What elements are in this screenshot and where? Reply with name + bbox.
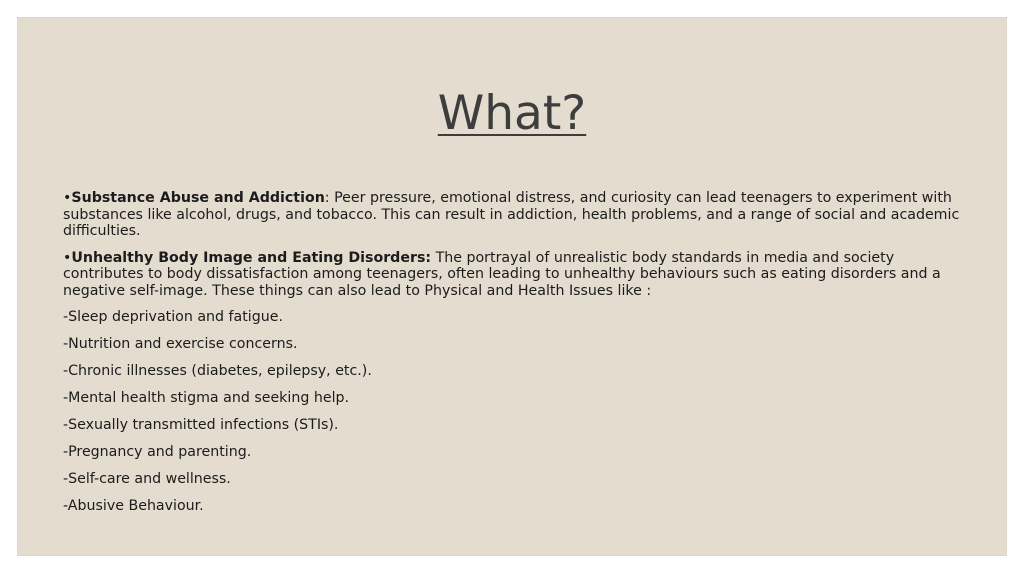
slide-content bbox=[63, 190, 963, 525]
list-item: -Nutrition and exercise concerns. bbox=[63, 336, 298, 352]
list-item: -Chronic illnesses (diabetes, epilepsy, etc.). bbox=[63, 363, 372, 379]
paragraph-heading: Unhealthy Body Image and Eating Disorders: bbox=[71, 249, 432, 266]
bullet: • bbox=[63, 190, 72, 206]
list-item: -Sleep deprivation and fatigue. bbox=[63, 309, 283, 325]
bullet: • bbox=[63, 249, 72, 266]
paragraph-text: The portrayal of unrealistic body standards in media and society contributes to body dissatisfaction among teenagers, often leading to unhealthy behaviours such as eating disorders and a negative self-image. These things can also lead to Physical and Health Issues like : bbox=[63, 249, 941, 299]
paragraph-body-image bbox=[63, 250, 963, 300]
list-item: -Self-care and wellness. bbox=[63, 471, 231, 487]
list-item: -Mental health stigma and seeking help. bbox=[63, 390, 350, 406]
slide bbox=[18, 18, 1006, 555]
slide-title-text: What? bbox=[437, 86, 587, 141]
paragraph-text: Peer pressure, emotional distress, and curiosity can lead teenagers to experiment with substances like alcohol, drugs, and tobacco. This can result in addiction, health problems, and a range of social and academic difficulties. bbox=[63, 190, 960, 239]
list-item: -Abusive Behaviour. bbox=[63, 498, 204, 514]
paragraph-heading: Substance Abuse and Addiction bbox=[71, 190, 325, 206]
heading-separator: : bbox=[324, 190, 335, 206]
list-item: -Pregnancy and parenting. bbox=[63, 444, 252, 460]
slide-title bbox=[18, 88, 1006, 140]
paragraph-substance-abuse bbox=[63, 190, 963, 240]
list-item: -Sexually transmitted infections (STIs). bbox=[63, 417, 339, 433]
